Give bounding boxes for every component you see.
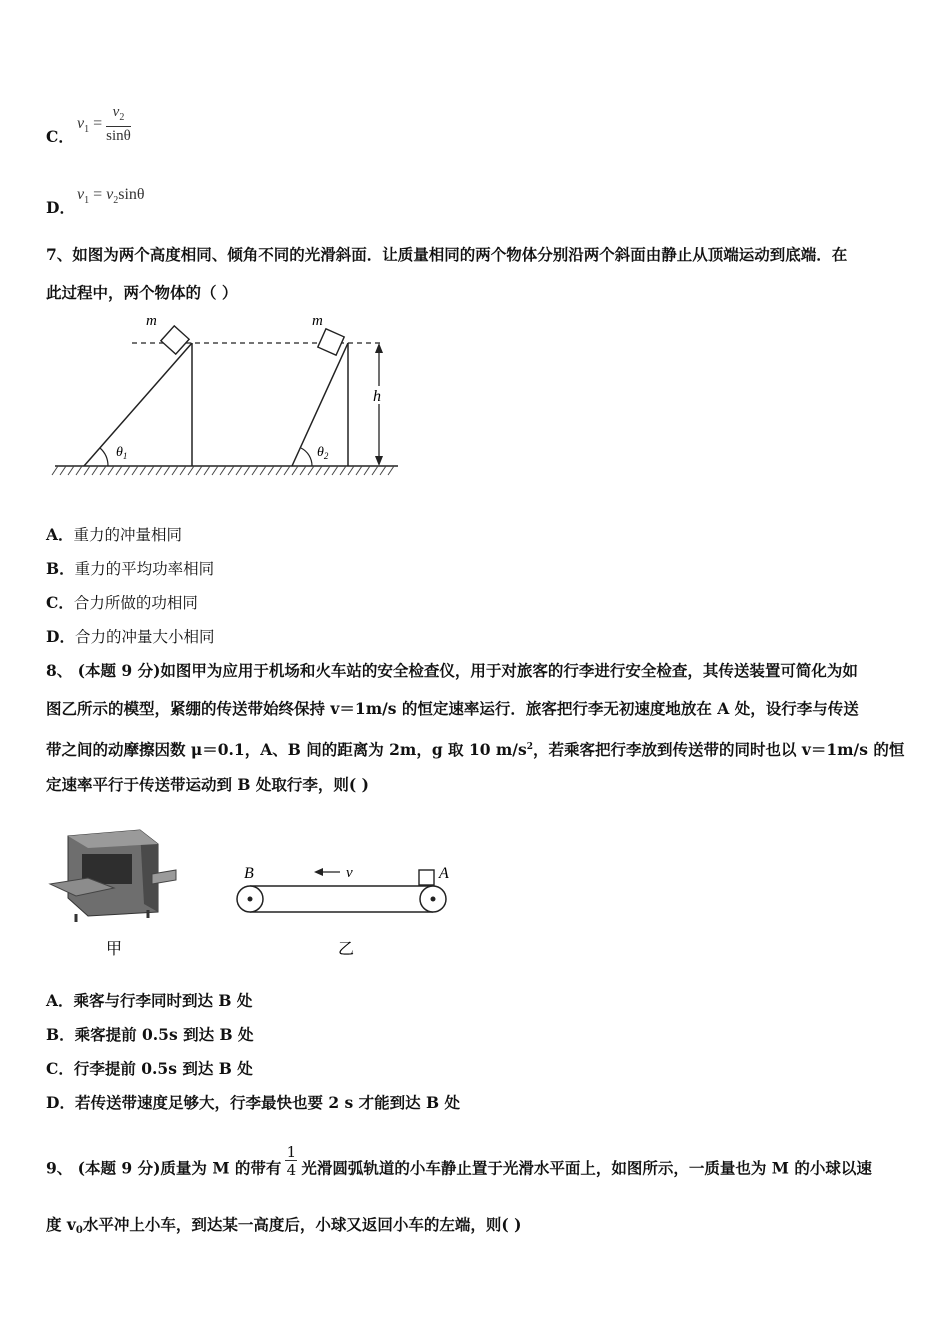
angle-2-arc [301, 448, 312, 466]
q8-option-b: B．乘客提前 0.5s 到达 B 处 [46, 1025, 254, 1044]
mass-label-2: m [312, 313, 323, 329]
q8-option-a: A．乘客与行李同时到达 B 处 [46, 991, 253, 1010]
q6-option-c-formula: $v_1$ = $\frac{v_2}{\sin\theta}$ [77, 104, 131, 144]
quarter-fraction: $\frac{1}{4}$ [286, 1143, 297, 1179]
q8-stem-line3: 带之间的动摩擦因数 μ＝0.1，A、B 间的距离为 2m，g 取 10 $m/s^2$，若乘客把行李放到传送带的同时也以 v＝1m/s 的恒 [46, 740, 905, 759]
fraction: $\frac{v_2}{\sin\theta}$ [106, 104, 131, 144]
q8-stem-line2: 图乙所示的模型，紧绷的传送带始终保持 v＝1m/s 的恒定速率运行．旅客把行李无初速度地放在 A 处，设行李与传送 [46, 699, 859, 718]
q7-stem-line1: 7、如图为两个高度相同、倾角不同的光滑斜面．让质量相同的两个物体分别沿两个斜面由静止从顶端运动到底端．在 [46, 245, 848, 264]
block-2 [318, 329, 344, 355]
mass-label-1: m [146, 313, 157, 329]
caption-yi: 乙 [338, 941, 355, 958]
q6-option-d: D． [46, 198, 75, 217]
q6-option-c [46, 127, 74, 147]
q7-option-c: C．合力所做的功相同 [46, 593, 198, 612]
q8-scanner-figure [48, 826, 183, 961]
q7-inclines-figure [50, 312, 410, 482]
height-label: h [373, 388, 381, 405]
luggage-box [419, 870, 434, 885]
q8-option-d: D．若传送带速度足够大，行李最快也要 2 s 才能到达 B 处 [46, 1093, 461, 1112]
q7-option-b: B．重力的平均功率相同 [46, 559, 215, 578]
q8-conveyor-figure [228, 858, 458, 962]
ground-hatching [52, 466, 394, 475]
q8-stem-line1: 8、 (本题 9 分)如图甲为应用于机场和火车站的安全检查仪，用于对旅客的行李进行安全检查，其传送装置可简化为如 [46, 661, 858, 680]
q7-option-d: D．合力的冲量大小相同 [46, 627, 215, 646]
option-letter: C． [46, 127, 74, 146]
angle-1-arc [100, 448, 108, 466]
q8-stem-line4: 定速率平行于传送带运动到 B 处取行李，则( ) [46, 775, 369, 794]
q9-stem-line2: 度 v0水平冲上小车，到达某一高度后，小球又返回小车的左端，则( ) [46, 1215, 522, 1236]
incline-1-slope [84, 343, 192, 466]
block-1 [161, 326, 189, 354]
angle-1-label: $\theta_1$ [116, 445, 128, 461]
caption-jia: 甲 [106, 941, 123, 958]
q7-stem-line2: 此过程中，两个物体的（ ） [46, 283, 238, 302]
q8-option-c: C．行李提前 0.5s 到达 B 处 [46, 1059, 253, 1078]
label-a: A [439, 865, 449, 882]
angle-2-label: $\theta_2$ [317, 445, 329, 461]
q7-option-a: A．重力的冲量相同 [46, 525, 183, 544]
q9-stem-line1: 9、 (本题 9 分)质量为 M 的带有 $\frac{1}{4}$ 光滑圆弧轨道的小车静止置于光滑水平面上，如图所示，一质量也为 M 的小球以速 [46, 1143, 872, 1179]
q6-option-d-formula: $v_1 = v_2\sin\theta$ [77, 186, 145, 206]
velocity-label: v [346, 865, 353, 881]
label-b: B [244, 865, 254, 882]
